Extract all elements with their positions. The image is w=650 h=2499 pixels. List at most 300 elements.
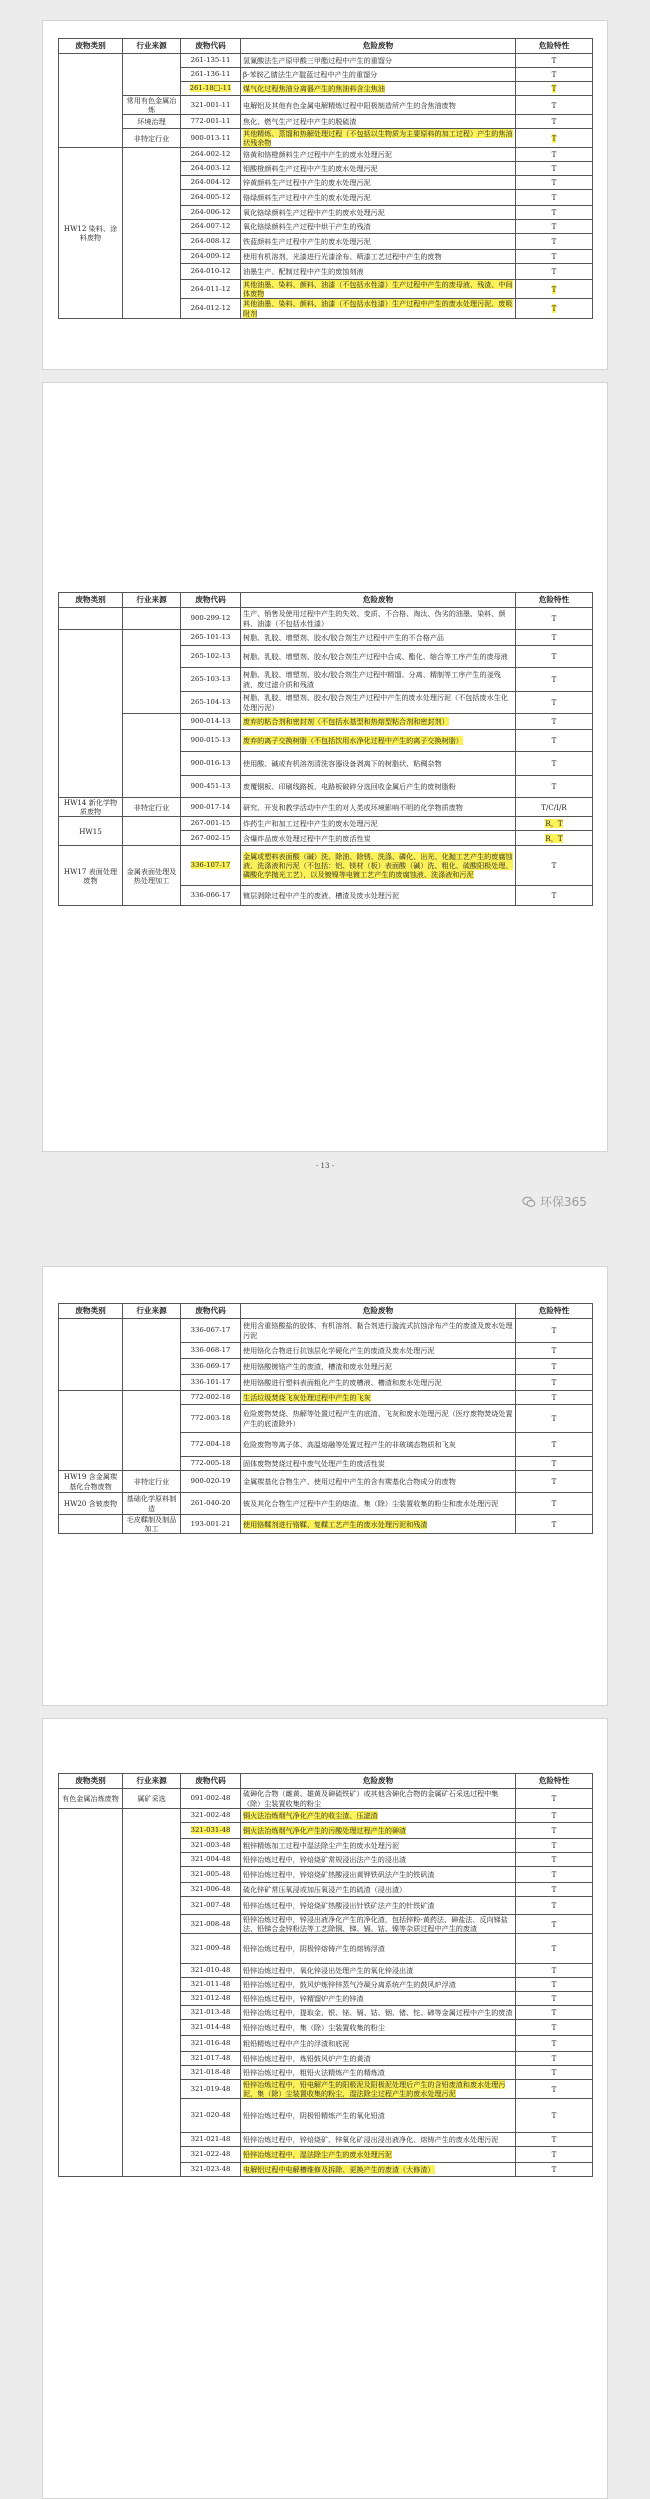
waste-description-cell: [241, 1964, 516, 1978]
waste-description-text: 氧化铬绿颜料生产过程中产生的废水处理污泥: [243, 208, 385, 218]
waste-description-cell: [241, 68, 516, 82]
waste-description-text: 铅锌冶炼过程中，阴极锌熔铸产生的熔铸浮渣: [243, 1944, 385, 1954]
industry-source-text: 属矿采选: [137, 1793, 166, 1803]
waste-description-cell: [241, 817, 516, 831]
hazard-property-cell: [516, 2099, 593, 2133]
waste-description-cell: [241, 1992, 516, 2006]
column-header-category: 废物类别: [59, 1774, 123, 1789]
hazard-property-cell: [516, 2133, 593, 2147]
hazard-property-cell: [516, 234, 593, 250]
waste-description-text: 铅锌冶炼过程中，阴极铅精炼产生的氧化铅渣: [243, 2111, 385, 2121]
hazard-property-text: T: [551, 1439, 557, 1449]
waste-code-text: 321-001-11: [190, 100, 231, 109]
hazard-property-text: T: [551, 1810, 557, 1820]
waste-code-text: 193-001-21: [190, 1519, 231, 1528]
waste-code-text: 900-013-11: [190, 133, 231, 142]
waste-description-text: 使用有机溶剂、光漆进行光漆涂布、喷漆工艺过程中产生的废物: [243, 252, 442, 262]
waste-description-cell: [241, 1934, 516, 1964]
hazard-property-cell: [516, 846, 593, 886]
industry-source-text: 常用有色金属冶炼: [126, 96, 177, 115]
table-row: [59, 129, 593, 148]
waste-description-text: 其他油墨、染料、颜料、油漆（不包括水性漆）生产过程中产生的废母液、残渣、中间体废物: [243, 280, 513, 299]
waste-code-cell: [181, 2163, 241, 2177]
waste-code-text: 264-005-12: [190, 193, 231, 202]
waste-code-text: 261-18□-11: [189, 84, 232, 93]
waste-description-text: 铜火法冶炼烟气净化产生的收尘渣、压滤渣: [243, 1810, 378, 1820]
hazard-property-text: T: [551, 1476, 557, 1486]
waste-description-text: 铅锌冶炼过程中，锌焙烧矿热酸浸出针铁矿法产生的针铁矿渣: [243, 1900, 435, 1910]
waste-code-cell: [181, 1839, 241, 1853]
waste-description-cell: [241, 2006, 516, 2020]
hazard-property-text: T: [551, 267, 557, 277]
waste-code-cell: [181, 2133, 241, 2147]
waste-description-cell: [241, 692, 516, 714]
waste-code-cell: [181, 190, 241, 206]
waste-category-cell: [59, 798, 123, 817]
column-header-code: 废物代码: [181, 593, 241, 608]
hazard-property-cell: [516, 264, 593, 280]
waste-category-text: 有色金属冶炼废物: [62, 1793, 119, 1803]
hazard-property-text: R，T: [545, 819, 563, 829]
hazard-property-text: T: [551, 1361, 557, 1371]
waste-description-cell: [241, 2147, 516, 2163]
waste-description-cell: [241, 730, 516, 752]
waste-description-cell: [241, 82, 516, 96]
waste-code-text: 321-031-48: [190, 1826, 231, 1835]
column-header-waste: 危险废物: [241, 593, 516, 608]
waste-description-text: 铅锌冶炼过程中，集（除）尘装置收集的粉尘: [243, 2023, 385, 2033]
waste-code-text: 336-101-17: [190, 1378, 231, 1387]
waste-code-text: 321-016-48: [190, 2039, 231, 2048]
hazard-property-cell: [516, 162, 593, 176]
waste-description-text: 铅锌冶炼过程中，炼铅鼓风炉产生的黄渣: [243, 2054, 371, 2064]
waste-description-cell: [241, 1883, 516, 1897]
hazard-property-cell: [516, 2036, 593, 2052]
waste-code-cell: [181, 2006, 241, 2020]
waste-code-text: 321-013-48: [190, 2008, 231, 2017]
hazard-property-cell: [516, 1867, 593, 1883]
waste-code-text: 900-017-14: [190, 802, 231, 811]
hazard-property-text: T: [551, 891, 557, 901]
hazard-property-text: T: [551, 1519, 557, 1529]
waste-code-cell: [181, 68, 241, 82]
waste-code-cell: [181, 2066, 241, 2080]
waste-category-cell: [59, 1471, 123, 1493]
column-header-hazard: 危险特性: [516, 1774, 593, 1789]
waste-code-cell: [181, 206, 241, 220]
column-header-waste: 危险废物: [241, 1774, 516, 1789]
industry-source-text: 非特定行业: [133, 133, 170, 143]
waste-description-text: 使用铬酸进行塑料表面粗化产生的废槽液、槽渣和废水处理污泥: [243, 1377, 442, 1387]
waste-code-cell: [181, 1493, 241, 1515]
table-row: [59, 1515, 593, 1534]
hazard-property-text: T: [551, 252, 557, 262]
hazard-property-cell: [516, 630, 593, 646]
waste-description-text: 使用铬酸镀铬产生的废渣、槽渣和废水处理污泥: [243, 1361, 392, 1371]
hazard-property-text: T: [551, 1944, 557, 1954]
waste-code-text: 265-104-13: [190, 698, 231, 707]
waste-description-cell: [241, 1493, 516, 1515]
hazard-property-cell: [516, 1978, 593, 1992]
waste-description-text: 铬黄和铬橙颜料生产过程中产生的废水处理污泥: [243, 150, 392, 160]
waste-description-text: 废覆铜板、印刷线路板、电路板破碎分选回收金属后产生的废树脂粉: [243, 781, 456, 791]
waste-code-cell: [181, 608, 241, 630]
waste-code-text: 321-012-48: [190, 1994, 231, 2003]
waste-description-cell: [241, 1839, 516, 1853]
waste-code-cell: [181, 1915, 241, 1934]
waste-description-cell: [241, 1978, 516, 1992]
waste-code-text: 321-004-48: [190, 1855, 231, 1864]
table-row: [59, 1471, 593, 1493]
waste-code-cell: [181, 1359, 241, 1375]
waste-description-cell: [241, 1433, 516, 1457]
industry-source-cell: [123, 1515, 181, 1534]
hazard-property-text: T: [551, 222, 557, 232]
industry-source-cell: [123, 798, 181, 817]
waste-code-text: 264-009-12: [190, 252, 231, 261]
waste-description-text: 硫化锌矿常压氧浸或加压氧浸产生的硫渣（浸出渣）: [243, 1884, 407, 1894]
waste-description-cell: [241, 1915, 516, 1934]
waste-description-cell: [241, 2020, 516, 2036]
hazard-property-text: T: [551, 2008, 557, 2018]
waste-code-cell: [181, 798, 241, 817]
hazard-property-text: T: [551, 55, 557, 65]
waste-code-cell: [181, 162, 241, 176]
hazardous-waste-table: [58, 592, 593, 906]
waste-description-cell: [241, 752, 516, 776]
waste-code-cell: [181, 646, 241, 668]
table-row: [59, 630, 593, 646]
table-row: [59, 1789, 593, 1809]
waste-code-text: 772-002-18: [190, 1393, 231, 1402]
hazard-property-cell: [516, 1359, 593, 1375]
waste-code-text: 321-011-48: [190, 1980, 231, 1989]
waste-category-cell: [59, 148, 123, 318]
waste-description-cell: [241, 280, 516, 299]
waste-code-text: 772-001-11: [190, 117, 231, 126]
hazard-property-cell: [516, 798, 593, 817]
industry-source-cell: [123, 1493, 181, 1515]
waste-description-text: 钼酸橙颜料生产过程中产生的废水处理污泥: [243, 164, 378, 174]
hazard-property-text: T: [551, 193, 557, 203]
waste-description-text: 使用含重铬酸盐的胶体、有机溶剂、黏合剂进行漩流式抗蚀涂布产生的废渣及废水处理污泥: [243, 1321, 513, 1340]
waste-code-text: 900-020-19: [190, 1477, 231, 1486]
hazard-property-text: T: [551, 208, 557, 218]
hazard-property-cell: [516, 280, 593, 299]
waste-code-cell: [181, 1897, 241, 1915]
waste-description-text: 电解铝过程中电解槽维修及拆除、更换产生的废渣（大修渣）: [243, 2165, 435, 2175]
hazard-property-cell: [516, 2066, 593, 2080]
waste-description-text: 固体废物焚烧过程中废气处理产生的废活性炭: [243, 1458, 385, 1468]
waste-description-text: 使用酸、碱或有机溶剂清洗容器设备剥离下的树脂状、粘稠杂物: [243, 758, 442, 768]
hazard-property-text: T: [551, 2150, 557, 2160]
waste-code-text: 321-006-48: [190, 1885, 231, 1894]
hazard-property-text: T: [551, 100, 557, 110]
waste-code-text: 321-023-48: [190, 2165, 231, 2174]
waste-code-text: 336-067-17: [190, 1326, 231, 1335]
waste-description-cell: [241, 630, 516, 646]
waste-code-text: 336-068-17: [190, 1346, 231, 1355]
waste-code-text: 321-005-48: [190, 1870, 231, 1879]
waste-description-text: 铅锌冶炼过程中，锌浸出液净化产生的净化渣，包括锌粉-黄药法、砷盐法、反向锑盐法、铅锑合金锌粉法等工艺除铜、锑、镉、钴、镍等杂质过程中产生的废渣: [243, 1915, 508, 1934]
waste-code-cell: [181, 776, 241, 798]
hazard-property-cell: [516, 68, 593, 82]
industry-source-cell: [123, 129, 181, 148]
waste-code-text: 336-069-17: [190, 1362, 231, 1371]
waste-description-cell: [241, 1375, 516, 1391]
table-row: [59, 1319, 593, 1343]
column-header-industry: 行业来源: [123, 1774, 181, 1789]
waste-description-text: 电解铝及其他有色金属电解精炼过程中阳极制造所产生的含焦油废物: [243, 100, 456, 110]
waste-description-text: 焦化、燃气生产过程中产生的脱硫渣: [243, 117, 357, 127]
waste-category-cell: [59, 1391, 123, 1471]
waste-description-text: 铅锌冶炼过程中，粗铅火法精炼产生的精炼渣: [243, 2068, 385, 2078]
waste-description-text: 危险废物等离子体、高温熔融等处置过程产生的非玻璃态物质和飞灰: [243, 1439, 456, 1449]
waste-code-text: 321-021-48: [190, 2135, 231, 2144]
waste-code-cell: [181, 1515, 241, 1534]
waste-description-cell: [241, 886, 516, 906]
waste-code-text: 321-002-48: [190, 1811, 231, 1820]
hazard-property-text: T: [551, 1919, 557, 1929]
hazard-property-cell: [516, 646, 593, 668]
industry-source-cell: [123, 817, 181, 846]
waste-description-cell: [241, 206, 516, 220]
waste-code-cell: [181, 831, 241, 846]
table-row: [59, 115, 593, 129]
waste-code-text: 264-007-12: [190, 222, 231, 231]
waste-description-cell: [241, 129, 516, 148]
hazard-property-text: T: [551, 2111, 557, 2121]
hazard-property-text: T: [551, 697, 557, 707]
hazard-property-cell: [516, 115, 593, 129]
waste-description-text: 硫砷化合物（雌黄、雄黄及砷硫铁矿）或其他含砷化合物的金属矿石采选过程中集（除）尘装置收集的粉尘: [243, 1789, 499, 1808]
waste-description-cell: [241, 1405, 516, 1433]
waste-description-cell: [241, 798, 516, 817]
waste-code-text: 321-009-48: [190, 1944, 231, 1953]
hazard-property-cell: [516, 1839, 593, 1853]
waste-code-cell: [181, 2147, 241, 2163]
hazard-property-cell: [516, 831, 593, 846]
hazard-property-text: T: [551, 651, 557, 661]
waste-code-cell: [181, 1789, 241, 1809]
hazard-property-text: T: [551, 632, 557, 642]
hazard-property-text: T: [551, 1869, 557, 1879]
waste-code-text: 336-066-17: [190, 891, 231, 900]
waste-code-cell: [181, 176, 241, 190]
hazard-property-text: T: [551, 861, 557, 871]
waste-description-text: 研究、开发和教学活动中产生的对人类或环境影响不明的化学物质废物: [243, 802, 463, 812]
waste-description-cell: [241, 714, 516, 730]
waste-description-text: 树脂、乳胶、增塑剂、胶水/胶合剂生产过程中产生的废水处理污泥（不包括废水生化处理污泥）: [243, 693, 508, 712]
waste-code-cell: [181, 264, 241, 280]
hazard-property-cell: [516, 1493, 593, 1515]
waste-code-cell: [181, 668, 241, 692]
hazard-property-cell: [516, 129, 593, 148]
waste-code-cell: [181, 2080, 241, 2099]
waste-description-text: 废弃的粘合剂和密封剂（不包括水基型和热熔型粘合剂和密封剂）: [243, 716, 449, 726]
hazard-property-cell: [516, 1823, 593, 1839]
industry-source-cell: [123, 96, 181, 115]
waste-code-cell: [181, 1992, 241, 2006]
waste-description-cell: [241, 176, 516, 190]
waste-code-cell: [181, 1375, 241, 1391]
waste-code-text: 772-005-18: [190, 1459, 231, 1468]
waste-code-cell: [181, 714, 241, 730]
table-row: [59, 54, 593, 68]
waste-description-cell: [241, 2036, 516, 2052]
waste-category-text: HW12 染料、涂料废物: [63, 223, 118, 242]
hazard-property-cell: [516, 692, 593, 714]
column-header-waste: 危险废物: [241, 39, 516, 54]
waste-category-cell: [59, 1789, 123, 1809]
waste-code-text: 900-299-12: [190, 614, 231, 623]
waste-description-text: 铅锌冶炼过程中，湿法除尘产生的废水处理污泥: [243, 2150, 392, 2160]
industry-source-cell: [123, 1789, 181, 1809]
hazard-property-text: T: [551, 613, 557, 623]
waste-description-text: 树脂、乳胶、增塑剂、胶水/胶合剂生产过程中精馏、分离、精制等工序产生的釜残液、废过滤介质和残渣: [243, 670, 501, 689]
waste-description-cell: [241, 668, 516, 692]
waste-code-text: 321-018-48: [190, 2068, 231, 2077]
column-header-category: 废物类别: [59, 1304, 123, 1319]
waste-description-text: β-苯胺乙腈法生产靛蓝过程中产生的重馏分: [243, 69, 378, 79]
table-row: [59, 714, 593, 730]
hazard-property-text: T: [551, 133, 557, 143]
waste-description-text: 铅锌冶炼过程中，锌焙烧矿、锌氧化矿浸出浸出液净化、熔铸产生的废水处理污泥: [243, 2135, 499, 2145]
hazard-property-text: T: [551, 1458, 557, 1468]
column-header-industry: 行业来源: [123, 1304, 181, 1319]
waste-code-cell: [181, 96, 241, 115]
waste-description-text: 煤气化过程焦油分离器产生的焦油料含尘焦油: [243, 83, 385, 93]
waste-description-text: 粗锌精炼加工过程中湿法除尘产生的废水处理污泥: [243, 1840, 400, 1850]
waste-code-cell: [181, 2099, 241, 2133]
hazardous-waste-table: [58, 1303, 593, 1534]
table-row: [59, 148, 593, 162]
hazard-property-cell: [516, 1964, 593, 1978]
industry-source-cell: [123, 630, 181, 714]
waste-description-text: 铅锌冶炼过程中，锌焙烧矿热酸浸出黄钾铁矾法产生的铁矾渣: [243, 1869, 435, 1879]
waste-description-cell: [241, 646, 516, 668]
waste-category-text: HW14 新化学物质废物: [63, 798, 118, 817]
hazard-property-text: R，T: [545, 833, 563, 843]
industry-source-cell: [123, 1391, 181, 1471]
hazard-property-cell: [516, 250, 593, 264]
waste-code-text: 321-010-48: [190, 1966, 231, 1975]
waste-code-text: 264-012-12: [190, 304, 231, 313]
waste-code-text: 264-010-12: [190, 267, 231, 276]
waste-code-cell: [181, 250, 241, 264]
industry-source-cell: [123, 608, 181, 630]
waste-description-cell: [241, 846, 516, 886]
waste-code-cell: [181, 115, 241, 129]
hazard-property-text: T: [551, 1377, 557, 1387]
industry-source-cell: [123, 148, 181, 318]
waste-code-cell: [181, 54, 241, 68]
column-header-code: 废物代码: [181, 39, 241, 54]
column-header-category: 废物类别: [59, 593, 123, 608]
column-header-hazard: 危险特性: [516, 39, 593, 54]
waste-category-cell: [59, 608, 123, 630]
waste-category-text: HW20 含铍废物: [63, 1498, 118, 1508]
waste-code-text: 321-014-48: [190, 2023, 231, 2032]
waste-description-cell: [241, 54, 516, 68]
industry-source-cell: [123, 714, 181, 798]
waste-code-text: 264-006-12: [190, 208, 231, 217]
hazard-property-cell: [516, 776, 593, 798]
industry-source-cell: [123, 846, 181, 906]
waste-description-cell: [241, 2099, 516, 2133]
waste-description-text: 铁蓝颜料生产过程中产生的废水处理污泥: [243, 237, 371, 247]
hazard-property-text: T: [551, 781, 557, 791]
hazard-property-text: T: [551, 69, 557, 79]
industry-source-cell: [123, 1319, 181, 1391]
column-header-hazard: 危险特性: [516, 593, 593, 608]
hazard-property-cell: [516, 714, 593, 730]
waste-code-cell: [181, 1457, 241, 1471]
waste-description-cell: [241, 148, 516, 162]
waste-code-cell: [181, 886, 241, 906]
table-row: [59, 608, 593, 630]
waste-code-cell: [181, 1883, 241, 1897]
hazard-property-cell: [516, 1992, 593, 2006]
waste-code-cell: [181, 2020, 241, 2036]
column-header-code: 废物代码: [181, 1304, 241, 1319]
table-row: [59, 846, 593, 886]
waste-code-cell: [181, 1405, 241, 1433]
waste-description-cell: [241, 1515, 516, 1534]
waste-category-text: HW19 含金属羰基化合物废物: [63, 1472, 118, 1491]
waste-category-cell: [59, 1809, 123, 2177]
hazard-property-cell: [516, 1375, 593, 1391]
waste-code-text: 261-136-11: [190, 70, 231, 79]
waste-description-text: 含爆炸品废水处理过程中产生的废活性炭: [243, 833, 371, 843]
hazard-property-cell: [516, 299, 593, 318]
waste-description-cell: [241, 2080, 516, 2099]
waste-category-cell: [59, 54, 123, 148]
waste-code-cell: [181, 234, 241, 250]
waste-category-cell: [59, 846, 123, 906]
column-header-industry: 行业来源: [123, 593, 181, 608]
waste-description-cell: [241, 2066, 516, 2080]
waste-code-cell: [181, 2036, 241, 2052]
waste-description-cell: [241, 2163, 516, 2177]
waste-category-cell: [59, 1493, 123, 1515]
waste-description-text: 铅锌冶炼过程中，铅电解产生的阳极泥及阳极泥处理后产生的含铅废渣和废水处理污泥，集（除）尘装置收集的粉尘，湿法除尘过程产生的废水处理污泥: [243, 2080, 506, 2099]
waste-code-text: 321-007-48: [190, 1901, 231, 1910]
waste-description-cell: [241, 1457, 516, 1471]
waste-code-text: 265-101-13: [190, 633, 231, 642]
table-row: [59, 96, 593, 115]
waste-description-cell: [241, 1867, 516, 1883]
industry-source-text: 金属表面处理及热处理加工: [126, 866, 177, 885]
waste-description-cell: [241, 1359, 516, 1375]
hazard-property-text: T: [551, 2084, 557, 2094]
waste-code-cell: [181, 1964, 241, 1978]
waste-description-text: 其他精炼、蒸馏和热解处理过程（不包括以生物质为主要原料的加工过程）产生的焦油状残余物: [243, 129, 513, 148]
watermark: [522, 1193, 587, 1210]
waste-code-text: 261-040-20: [190, 1499, 231, 1508]
waste-description-text: 危险废物焚烧、热解等处置过程产生的底渣、飞灰和废水处理污泥（医疗废物焚烧处置产生的底渣除外）: [243, 1409, 513, 1428]
waste-description-text: 铜火法冶炼烟气净化产生的污酸处理过程产生的砷渣: [243, 1825, 407, 1835]
waste-description-cell: [241, 162, 516, 176]
hazard-property-text: T: [551, 1498, 557, 1508]
waste-description-cell: [241, 190, 516, 206]
hazard-property-text: T/C/I/R: [541, 802, 567, 812]
waste-description-cell: [241, 831, 516, 846]
waste-code-cell: [181, 1319, 241, 1343]
hazard-property-cell: [516, 190, 593, 206]
waste-description-text: 铅锌冶炼过程中，锌焙烧矿常规浸出法产生的浸出渣: [243, 1854, 407, 1864]
hazard-property-text: T: [551, 1840, 557, 1850]
